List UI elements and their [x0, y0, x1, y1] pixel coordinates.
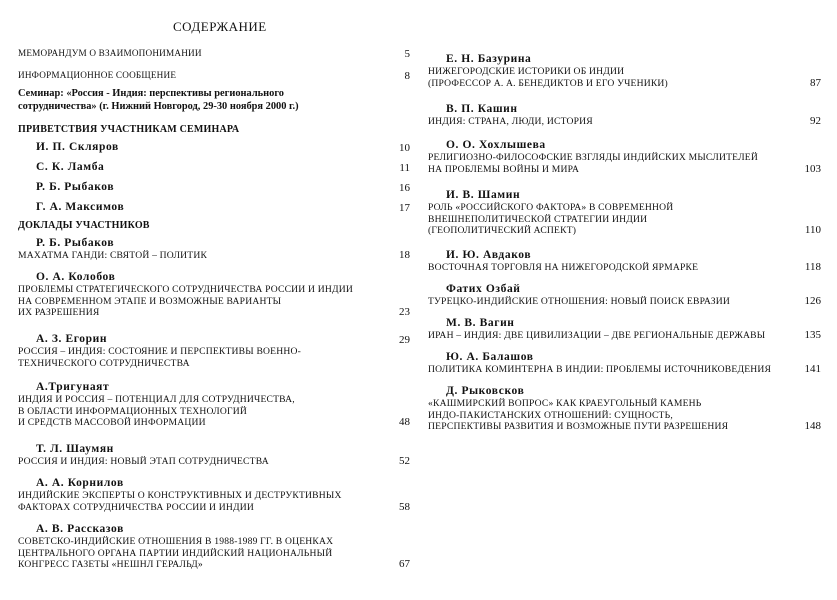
toc-entry-report[interactable]: [428, 52, 821, 89]
page-number: 17: [399, 202, 410, 214]
toc-entry-greeting[interactable]: [18, 140, 410, 154]
entry-title-line: ТУРЕЦКО-ИНДИЙСКИЕ ОТНОШЕНИЯ: НОВЫЙ ПОИСК ЕВРАЗИИ: [428, 296, 731, 307]
entry-title-line: НА СОВРЕМЕННОМ ЭТАПЕ И ВОЗМОЖНЫЕ ВАРИАНТЫ: [18, 295, 282, 307]
author-name: Фатих Озбай: [446, 283, 521, 295]
toc-entry-report[interactable]: [428, 188, 821, 237]
entry-title-line: КОНГРЕСС ГАЗЕТЫ «НЕШНЛ ГЕРАЛЬД»: [18, 559, 203, 570]
entry-title-line: ПОЛИТИКА КОМИНТЕРНА В ИНДИИ: ПРОБЛЕМЫ ИСТОЧНИКОВЕДЕНИЯ: [428, 364, 772, 375]
toc-entry-report[interactable]: [428, 102, 821, 128]
seminar-line-2: сотрудничества» (г. Нижний Новгород, 29-30 ноября 2000 г.): [18, 100, 299, 112]
toc-entry-report[interactable]: [18, 332, 410, 369]
entry-title-line: ЦЕНТРАЛЬНОГО ОРГАНА ПАРТИИ ИНДИЙСКИЙ НАЦИОНАЛЬНЫЙ: [18, 547, 333, 559]
entry-title-line: НИЖЕГОРОДСКИЕ ИСТОРИКИ ОБ ИНДИИ: [428, 66, 625, 77]
entry-title-line: НА ПРОБЛЕМЫ ВОЙНЫ И МИРА: [428, 163, 580, 175]
entry-title-line: ИХ РАЗРЕШЕНИЯ: [18, 307, 100, 318]
entry-title-line: ИНДИЯ И РОССИЯ – ПОТЕНЦИАЛ ДЛЯ СОТРУДНИЧЕСТВА,: [18, 394, 295, 405]
toc-entry-report[interactable]: [18, 380, 410, 429]
entry-title-line: И СРЕДСТВ МАССОВОЙ ИНФОРМАЦИИ: [18, 417, 206, 428]
toc-entry-greeting[interactable]: [18, 180, 410, 194]
entry-title-line: СОВЕТСКО-ИНДИЙСКИЕ ОТНОШЕНИЯ В 1988-1989 ГГ. В ОЦЕНКАХ: [18, 536, 334, 547]
author-name: Д. Рыковсков: [446, 385, 525, 397]
toc-entry-memorandum[interactable]: [18, 48, 410, 60]
entry-title-line: РОССИЯ И ИНДИЯ: НОВЫЙ ЭТАП СОТРУДНИЧЕСТВА: [18, 456, 269, 467]
author-name: И. П. Скляров: [36, 141, 119, 153]
author-name: Р. Б. Рыбаков: [36, 237, 115, 249]
entry-title-line: РОССИЯ – ИНДИЯ: СОСТОЯНИЕ И ПЕРСПЕКТИВЫ ВОЕННО-: [18, 346, 302, 357]
entry-title-line: (ГЕОПОЛИТИЧЕСКИЙ АСПЕКТ): [428, 225, 577, 236]
author-name: О. А. Колобов: [36, 271, 116, 283]
page-number: 58: [399, 500, 410, 513]
author-name: В. П. Кашин: [446, 103, 518, 115]
entry-title: ИНФОРМАЦИОННОЕ СООБЩЕНИЕ: [18, 70, 177, 80]
toc-entry-report[interactable]: [18, 236, 410, 262]
page-number: 16: [399, 182, 410, 194]
entry-title-line: РОЛЬ «РОССИЙСКОГО ФАКТОРА» В СОВРЕМЕННОЙ: [428, 202, 674, 213]
entry-title-line: В ОБЛАСТИ ИНФОРМАЦИОННЫХ ТЕХНОЛОГИЙ: [18, 405, 248, 417]
page-number: 103: [804, 162, 821, 175]
entry-title-line: ИНДИЙСКИЕ ЭКСПЕРТЫ О КОНСТРУКТИВНЫХ И ДЕСТРУКТИВНЫХ: [18, 490, 342, 501]
author-name: И. В. Шамин: [446, 189, 521, 201]
author-name: А. А. Корнилов: [36, 477, 124, 489]
author-name: Ю. А. Балашов: [446, 351, 534, 363]
entry-title-line: ПЕРСПЕКТИВЫ РАЗВИТИЯ И ВОЗМОЖНЫЕ ПУТИ РАЗРЕШЕНИЯ: [428, 421, 729, 432]
page-number: 10: [399, 142, 410, 154]
toc-entry-greeting[interactable]: [18, 200, 410, 214]
author-name: С. К. Ламба: [36, 161, 105, 173]
entry-title-line: ИРАН – ИНДИЯ: ДВЕ ЦИВИЛИЗАЦИИ – ДВЕ РЕГИОНАЛЬНЫЕ ДЕРЖАВЫ: [428, 330, 766, 341]
author-name: М. В. Вагин: [446, 317, 515, 329]
seminar-block: [18, 88, 299, 113]
page-number: 18: [399, 249, 410, 261]
author-name: А. З. Егорин: [36, 333, 108, 345]
page-number: 67: [399, 558, 410, 570]
entry-title-line: ВНЕШНЕПОЛИТИЧЕСКОЙ СТРАТЕГИИ ИНДИИ: [428, 213, 648, 225]
entry-title-line: ТЕХНИЧЕСКОГО СОТРУДНИЧЕСТВА: [18, 357, 190, 369]
toc-entry-info[interactable]: [18, 70, 410, 82]
page-number: 5: [404, 48, 410, 60]
toc-entry-report[interactable]: [428, 384, 821, 433]
entry-title-line: МАХАТМА ГАНДИ: СВЯТОЙ – ПОЛИТИК: [18, 250, 208, 261]
toc-entry-greeting[interactable]: [18, 160, 410, 174]
page-number: 118: [804, 261, 821, 273]
entry-title-line: ИНДИЯ: СТРАНА, ЛЮДИ, ИСТОРИЯ: [428, 116, 593, 127]
author-name: Г. А. Максимов: [36, 201, 125, 213]
toc-entry-report[interactable]: [18, 270, 410, 319]
greetings-heading: ПРИВЕТСТВИЯ УЧАСТНИКАМ СЕМИНАРА: [18, 124, 240, 135]
page-number: 148: [804, 420, 821, 432]
entry-title-line: ИНДО-ПАКИСТАНСКИХ ОТНОШЕНИЙ: СУЩНОСТЬ,: [428, 409, 673, 421]
page-number: 110: [804, 224, 821, 236]
entry-title-line: (ПРОФЕССОР А. А. БЕНЕДИКТОВ И ЕГО УЧЕНИКИ): [428, 77, 668, 89]
page-number: 23: [399, 306, 410, 318]
entry-title-line: ВОСТОЧНАЯ ТОРГОВЛЯ НА НИЖЕГОРОДСКОЙ ЯРМАРКЕ: [428, 262, 699, 273]
seminar-line-1: Семинар: «Россия - Индия: перспективы регионального: [18, 88, 284, 99]
entry-title: МЕМОРАНДУМ О ВЗАИМОПОНИМАНИИ: [18, 48, 202, 58]
toc-entry-report[interactable]: [428, 138, 821, 175]
page-number: 126: [804, 295, 821, 307]
toc-entry-report[interactable]: [428, 316, 821, 342]
page-number: 8: [404, 70, 410, 82]
toc-entry-report[interactable]: [428, 282, 821, 308]
author-name: О. О. Хохлышева: [446, 139, 546, 151]
page-number: 92: [810, 115, 821, 127]
author-name: И. Ю. Авдаков: [446, 249, 532, 261]
author-name: А. В. Рассказов: [36, 523, 124, 535]
toc-entry-report[interactable]: [428, 350, 821, 376]
entry-title-line: ФАКТОРАХ СОТРУДНИЧЕСТВА РОССИИ И ИНДИИ: [18, 501, 255, 513]
page-number: 11: [399, 162, 410, 174]
page-title: СОДЕРЖАНИЕ: [173, 19, 267, 34]
reports-heading: ДОКЛАДЫ УЧАСТНИКОВ: [18, 220, 150, 231]
author-name: Т. Л. Шаумян: [36, 443, 114, 455]
page-number: 135: [804, 329, 821, 341]
author-name: Е. Н. Базурина: [446, 53, 532, 65]
entry-title-line: «КАШМИРСКИЙ ВОПРОС» КАК КРАЕУГОЛЬНЫЙ КАМЕНЬ: [428, 398, 702, 409]
toc-entry-report[interactable]: [18, 522, 410, 571]
page-number: 52: [399, 455, 410, 467]
entry-title-line: ПРОБЛЕМЫ СТРАТЕГИЧЕСКОГО СОТРУДНИЧЕСТВА РОССИИ И ИНДИИ: [18, 284, 354, 295]
page-number: 141: [804, 363, 821, 375]
toc-entry-report[interactable]: [428, 248, 821, 274]
page-number: 29: [399, 334, 410, 346]
author-name: А.Тригунаят: [36, 381, 110, 393]
entry-title-line: РЕЛИГИОЗНО-ФИЛОСОФСКИЕ ВЗГЛЯДЫ ИНДИЙСКИХ МЫСЛИТЕЛЕЙ: [428, 152, 758, 163]
toc-entry-report[interactable]: [18, 442, 410, 468]
page-number: 87: [810, 76, 821, 89]
page-number: 48: [399, 416, 410, 428]
author-name: Р. Б. Рыбаков: [36, 181, 115, 193]
toc-entry-report[interactable]: [18, 476, 410, 513]
